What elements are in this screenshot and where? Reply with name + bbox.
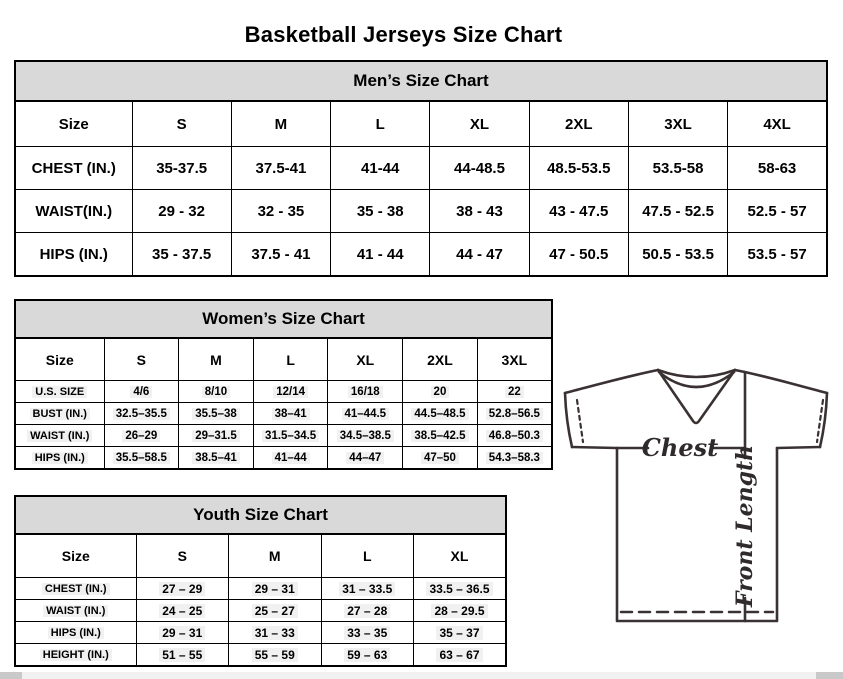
youth-size-table [14, 495, 507, 667]
youth-cell: 59 – 63 [321, 644, 414, 667]
mens-size-table [14, 60, 828, 277]
womens-col-header-s: S [104, 338, 179, 381]
mens-row-label: HIPS (IN.) [15, 233, 132, 277]
front-length-label: Front Length [732, 444, 758, 608]
youth-row-label: WAIST (IN.) [15, 600, 136, 622]
youth-col-header-xl: XL [414, 534, 507, 578]
youth-cell: 27 – 29 [136, 578, 229, 600]
youth-cell: 31 – 33 [229, 622, 322, 644]
mens-col-header-l: L [331, 101, 430, 147]
mens-table-title: Men’s Size Chart [15, 61, 827, 101]
mens-cell: 32 - 35 [231, 190, 330, 233]
mens-col-header-3xl: 3XL [628, 101, 727, 147]
womens-cell: 12/14 [253, 381, 328, 403]
youth-cell: 24 – 25 [136, 600, 229, 622]
youth-cell: 29 – 31 [229, 578, 322, 600]
youth-cell: 27 – 28 [321, 600, 414, 622]
mens-row [15, 190, 827, 233]
youth-cell: 33 – 35 [321, 622, 414, 644]
mens-cell: 47.5 - 52.5 [628, 190, 727, 233]
youth-cell: 29 – 31 [136, 622, 229, 644]
youth-col-header-l: L [321, 534, 414, 578]
youth-row [15, 622, 506, 644]
mens-cell: 53.5-58 [628, 147, 727, 190]
mens-cell: 29 - 32 [132, 190, 231, 233]
womens-cell: 38.5–42.5 [403, 425, 478, 447]
chest-label: Chest [641, 433, 719, 462]
youth-row-label: HIPS (IN.) [15, 622, 136, 644]
womens-cell: 47–50 [403, 447, 478, 470]
youth-row [15, 644, 506, 667]
jersey-left-sleeve-edge [565, 393, 572, 447]
horizontal-scrollbar-thumb-right[interactable] [816, 672, 843, 679]
mens-cell: 53.5 - 57 [728, 233, 827, 277]
mens-cell: 52.5 - 57 [728, 190, 827, 233]
youth-row [15, 600, 506, 622]
mens-cell: 58-63 [728, 147, 827, 190]
youth-table-title: Youth Size Chart [15, 496, 506, 534]
womens-cell: 44.5–48.5 [403, 403, 478, 425]
womens-cell: 20 [403, 381, 478, 403]
mens-row [15, 233, 827, 277]
youth-cell: 25 – 27 [229, 600, 322, 622]
jersey-outline-drawing [556, 358, 843, 664]
womens-col-header-m: M [179, 338, 254, 381]
womens-row [15, 425, 552, 447]
mens-size-header: Size [15, 101, 132, 147]
youth-row [15, 578, 506, 600]
womens-cell: 38.5–41 [179, 447, 254, 470]
womens-cell: 22 [477, 381, 552, 403]
womens-table-title: Women’s Size Chart [15, 300, 552, 338]
jersey-left-shoulder [565, 370, 658, 393]
womens-cell: 35.5–38 [179, 403, 254, 425]
womens-cell: 52.8–56.5 [477, 403, 552, 425]
youth-cell: 55 – 59 [229, 644, 322, 667]
womens-row [15, 403, 552, 425]
womens-cell: 41–44 [253, 447, 328, 470]
womens-cell: 44–47 [328, 447, 403, 470]
womens-cell: 41–44.5 [328, 403, 403, 425]
mens-col-header-2xl: 2XL [529, 101, 628, 147]
youth-row-label: CHEST (IN.) [15, 578, 136, 600]
womens-cell: 38–41 [253, 403, 328, 425]
womens-cell: 16/18 [328, 381, 403, 403]
womens-row-label: U.S. SIZE [15, 381, 104, 403]
youth-cell: 33.5 – 36.5 [414, 578, 507, 600]
womens-col-header-xl: XL [328, 338, 403, 381]
mens-cell: 37.5-41 [231, 147, 330, 190]
womens-cell: 32.5–35.5 [104, 403, 179, 425]
mens-cell: 47 - 50.5 [529, 233, 628, 277]
mens-cell: 50.5 - 53.5 [628, 233, 727, 277]
mens-cell: 44-48.5 [430, 147, 529, 190]
womens-row [15, 381, 552, 403]
womens-cell: 29–31.5 [179, 425, 254, 447]
youth-cell: 63 – 67 [414, 644, 507, 667]
jersey-collar-arc-1 [658, 370, 735, 377]
mens-cell: 44 - 47 [430, 233, 529, 277]
mens-col-header-m: M [231, 101, 330, 147]
womens-col-header-3xl: 3XL [477, 338, 552, 381]
womens-col-header-2xl: 2XL [403, 338, 478, 381]
mens-cell: 35-37.5 [132, 147, 231, 190]
womens-cell: 8/10 [179, 381, 254, 403]
womens-cell: 34.5–38.5 [328, 425, 403, 447]
womens-row [15, 447, 552, 470]
womens-row-label: BUST (IN.) [15, 403, 104, 425]
womens-size-table [14, 299, 553, 470]
mens-row-label: WAIST(IN.) [15, 190, 132, 233]
mens-cell: 37.5 - 41 [231, 233, 330, 277]
mens-cell: 43 - 47.5 [529, 190, 628, 233]
mens-row-label: CHEST (IN.) [15, 147, 132, 190]
womens-cell: 35.5–58.5 [104, 447, 179, 470]
youth-row-label: HEIGHT (IN.) [15, 644, 136, 667]
mens-cell: 41 - 44 [331, 233, 430, 277]
jersey-right-underarm [777, 447, 820, 448]
womens-cell: 54.3–58.3 [477, 447, 552, 470]
youth-cell: 28 – 29.5 [414, 600, 507, 622]
youth-cell: 51 – 55 [136, 644, 229, 667]
mens-cell: 48.5-53.5 [529, 147, 628, 190]
mens-cell: 38 - 43 [430, 190, 529, 233]
youth-size-header: Size [15, 534, 136, 578]
womens-col-header-l: L [253, 338, 328, 381]
womens-size-header: Size [15, 338, 104, 381]
womens-row-label: WAIST (IN.) [15, 425, 104, 447]
youth-cell: 35 – 37 [414, 622, 507, 644]
youth-col-header-s: S [136, 534, 229, 578]
womens-cell: 46.8–50.3 [477, 425, 552, 447]
jersey-left-underarm [572, 447, 617, 448]
jersey-left-cuff-dash [577, 400, 583, 442]
womens-row-label: HIPS (IN.) [15, 447, 104, 470]
jersey-right-shoulder [735, 370, 827, 393]
page-title: Basketball Jerseys Size Chart [244, 21, 563, 47]
mens-cell: 35 - 37.5 [132, 233, 231, 277]
mens-cell: 41-44 [331, 147, 430, 190]
mens-row [15, 147, 827, 190]
youth-cell: 31 – 33.5 [321, 578, 414, 600]
womens-cell: 26–29 [104, 425, 179, 447]
mens-col-header-4xl: 4XL [728, 101, 827, 147]
womens-cell: 4/6 [104, 381, 179, 403]
mens-col-header-s: S [132, 101, 231, 147]
youth-col-header-m: M [229, 534, 322, 578]
womens-cell: 31.5–34.5 [253, 425, 328, 447]
mens-col-header-xl: XL [430, 101, 529, 147]
horizontal-scrollbar-thumb-left[interactable] [0, 672, 22, 679]
horizontal-scrollbar-track[interactable] [0, 672, 843, 679]
jersey-diagram [556, 358, 843, 664]
mens-cell: 35 - 38 [331, 190, 430, 233]
